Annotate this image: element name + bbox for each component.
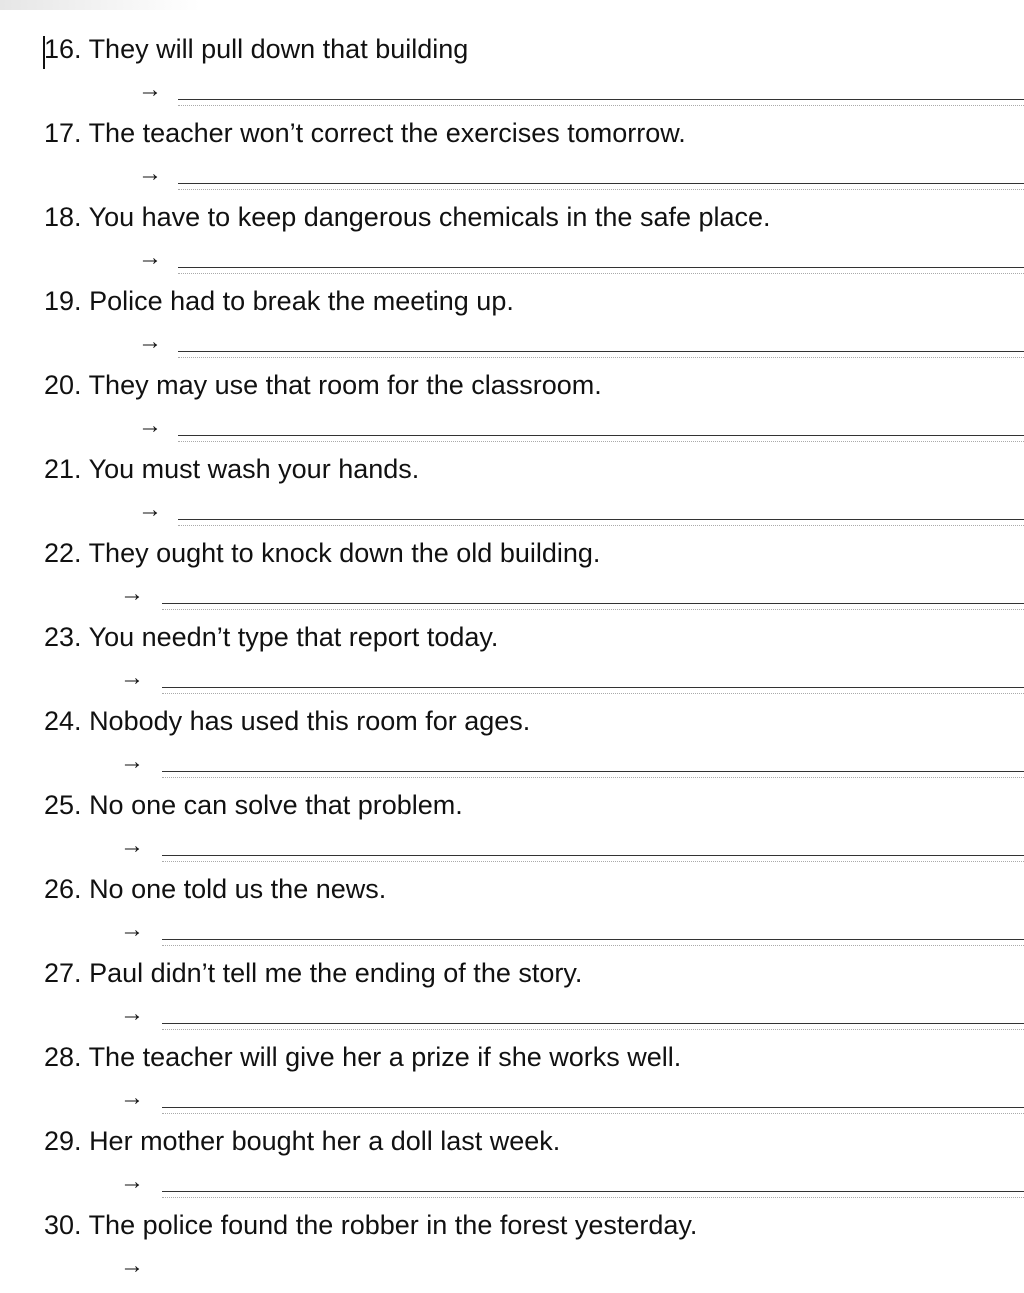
exercise-item bbox=[0, 789, 1024, 873]
exercise-number: 20. bbox=[44, 370, 82, 400]
exercise-number: 29. bbox=[44, 1126, 82, 1156]
exercise-sentence bbox=[44, 369, 602, 401]
exercise-sentence bbox=[44, 1125, 560, 1157]
arrow-icon: → bbox=[138, 496, 162, 523]
arrow-icon: → bbox=[120, 748, 144, 775]
exercise-sentence bbox=[44, 453, 419, 485]
answer-row bbox=[0, 75, 1024, 107]
arrow-icon: → bbox=[120, 1168, 144, 1195]
exercise-number: 23. bbox=[44, 622, 82, 652]
exercise-item bbox=[0, 873, 1024, 957]
exercise-text: You must wash your hands. bbox=[88, 454, 420, 484]
arrow-icon: → bbox=[120, 580, 144, 607]
exercise-sentence bbox=[44, 285, 514, 317]
exercise-text: They ought to knock down the old building. bbox=[88, 538, 601, 568]
exercise-number: 28. bbox=[44, 1042, 82, 1072]
answer-row bbox=[0, 1083, 1024, 1115]
exercise-number: 30. bbox=[44, 1210, 82, 1240]
exercise-number: 21. bbox=[44, 454, 82, 484]
exercise-sentence bbox=[44, 705, 530, 737]
top-edge-shadow bbox=[0, 0, 200, 10]
exercise-text: They may use that room for the classroom. bbox=[88, 370, 602, 400]
answer-line[interactable] bbox=[178, 267, 1024, 268]
exercise-number: 16. bbox=[44, 34, 82, 64]
answer-row bbox=[0, 327, 1024, 359]
exercise-text: You needn’t type that report today. bbox=[88, 622, 499, 652]
answer-row bbox=[0, 663, 1024, 695]
exercise-number: 25. bbox=[44, 790, 82, 820]
exercise-text: Police had to break the meeting up. bbox=[89, 286, 514, 316]
exercise-item bbox=[0, 1209, 1024, 1293]
exercise-text: Paul didn’t tell me the ending of the story. bbox=[89, 958, 583, 988]
answer-row bbox=[0, 999, 1024, 1031]
answer-line[interactable] bbox=[162, 1023, 1024, 1024]
exercise-text: No one can solve that problem. bbox=[89, 790, 463, 820]
exercise-sentence bbox=[44, 873, 386, 905]
answer-row bbox=[0, 495, 1024, 527]
arrow-icon: → bbox=[120, 832, 144, 859]
exercise-sentence bbox=[44, 957, 582, 989]
answer-row bbox=[0, 1251, 1024, 1283]
exercise-number: 26. bbox=[44, 874, 82, 904]
answer-row bbox=[0, 831, 1024, 863]
exercise-item bbox=[0, 705, 1024, 789]
exercise-item bbox=[0, 453, 1024, 537]
exercise-item bbox=[0, 201, 1024, 285]
exercise-sentence bbox=[44, 117, 686, 149]
answer-line[interactable] bbox=[178, 183, 1024, 184]
exercise-item bbox=[0, 957, 1024, 1041]
exercise-sentence bbox=[44, 33, 468, 65]
exercise-sentence bbox=[44, 1041, 681, 1073]
answer-line[interactable] bbox=[178, 351, 1024, 352]
exercise-sentence bbox=[44, 537, 600, 569]
exercise-text: You have to keep dangerous chemicals in the safe place. bbox=[88, 202, 771, 232]
answer-line[interactable] bbox=[178, 519, 1024, 520]
answer-line[interactable] bbox=[178, 435, 1024, 436]
exercise-item bbox=[0, 537, 1024, 621]
exercise-text: Nobody has used this room for ages. bbox=[89, 706, 531, 736]
answer-line[interactable] bbox=[162, 855, 1024, 856]
exercise-item bbox=[0, 1041, 1024, 1125]
exercise-text: The teacher will give her a prize if she works well. bbox=[88, 1042, 682, 1072]
arrow-icon: → bbox=[138, 244, 162, 271]
arrow-icon: → bbox=[120, 1084, 144, 1111]
exercise-item bbox=[0, 33, 1024, 117]
answer-row bbox=[0, 747, 1024, 779]
exercise-text: The police found the robber in the forest yesterday. bbox=[88, 1210, 698, 1240]
answer-line[interactable] bbox=[178, 99, 1024, 100]
exercise-item bbox=[0, 117, 1024, 201]
exercise-number: 24. bbox=[44, 706, 82, 736]
arrow-icon: → bbox=[120, 664, 144, 691]
exercise-sentence bbox=[44, 621, 498, 653]
answer-row bbox=[0, 579, 1024, 611]
exercise-text: They will pull down that building bbox=[88, 34, 469, 64]
exercise-number: 19. bbox=[44, 286, 82, 316]
exercise-sentence bbox=[44, 789, 463, 821]
exercise-item bbox=[0, 285, 1024, 369]
arrow-icon: → bbox=[120, 1252, 144, 1279]
exercise-sentence bbox=[44, 201, 771, 233]
answer-line[interactable] bbox=[162, 603, 1024, 604]
exercise-item bbox=[0, 369, 1024, 453]
arrow-icon: → bbox=[138, 412, 162, 439]
exercise-number: 27. bbox=[44, 958, 82, 988]
exercise-sentence bbox=[44, 1209, 697, 1241]
exercise-number: 17. bbox=[44, 118, 82, 148]
exercise-text: Her mother bought her a doll last week. bbox=[89, 1126, 561, 1156]
answer-line[interactable] bbox=[162, 687, 1024, 688]
arrow-icon: → bbox=[138, 76, 162, 103]
answer-line[interactable] bbox=[162, 939, 1024, 940]
arrow-icon: → bbox=[120, 1000, 144, 1027]
arrow-icon: → bbox=[138, 328, 162, 355]
answer-row bbox=[0, 1167, 1024, 1199]
answer-line[interactable] bbox=[162, 1107, 1024, 1108]
answer-row bbox=[0, 159, 1024, 191]
exercise-number: 22. bbox=[44, 538, 82, 568]
arrow-icon: → bbox=[120, 916, 144, 943]
arrow-icon: → bbox=[138, 160, 162, 187]
exercise-number: 18. bbox=[44, 202, 82, 232]
exercise-item bbox=[0, 1125, 1024, 1209]
answer-line[interactable] bbox=[162, 1191, 1024, 1192]
exercise-text: The teacher won’t correct the exercises tomorrow. bbox=[88, 118, 686, 148]
answer-row bbox=[0, 411, 1024, 443]
exercise-text: No one told us the news. bbox=[89, 874, 387, 904]
exercise-item bbox=[0, 621, 1024, 705]
answer-row bbox=[0, 915, 1024, 947]
answer-row bbox=[0, 243, 1024, 275]
answer-line[interactable] bbox=[162, 771, 1024, 772]
